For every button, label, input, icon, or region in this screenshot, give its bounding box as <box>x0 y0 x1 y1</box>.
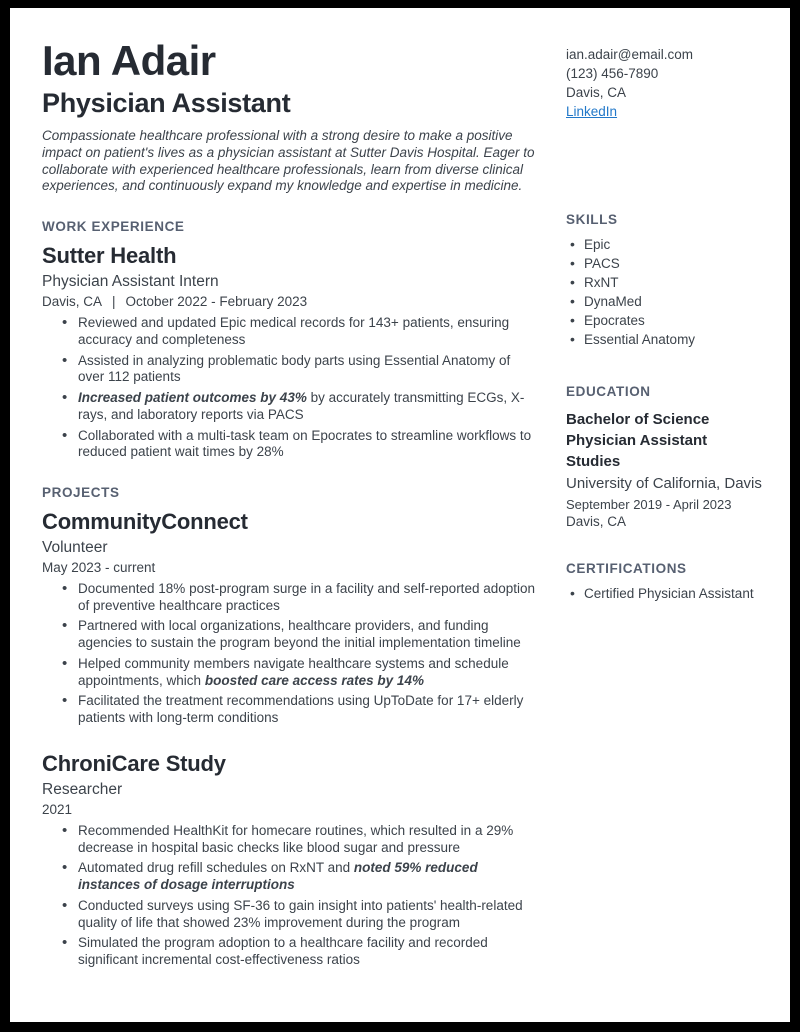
bullet-item: • Documented 18% post-program surge in a facility and self-reported adoption of preventive healthcare practices <box>62 581 540 614</box>
contact-block <box>566 32 764 122</box>
candidate-title: Physician Assistant <box>42 88 291 119</box>
education-dates: September 2019 - April 2023 <box>566 496 732 512</box>
bullet-item: • PACS <box>570 254 764 273</box>
bullet-item: • Assisted in analyzing problematic body parts using Essential Anatomy of over 112 patients <box>62 353 540 386</box>
bullet-item: • Conducted surveys using SF-36 to gain insight into patients' health-related quality of life that showed 23% improvement during the program <box>62 898 540 931</box>
resume-page <box>10 8 790 1022</box>
projects-heading: PROJECTS <box>42 485 120 500</box>
education-heading: EDUCATION <box>566 383 651 399</box>
job-dates: October 2022 - February 2023 <box>125 294 308 310</box>
bullet-item: • Helped community members navigate healthcare systems and schedule appointments, which boosted care access rates by 14% <box>62 656 540 689</box>
project-name: ChroniCare Study <box>42 750 226 776</box>
education-location: Davis, CA <box>566 513 627 529</box>
candidate-name: Ian Adair <box>42 37 216 84</box>
bullet-item: • Reviewed and updated Epic medical records for 143+ patients, ensuring accuracy and completeness <box>62 315 540 348</box>
bullet-item: • Collaborated with a multi-task team on Epocrates to streamline workflows to reduced patient wait times by 28% <box>62 428 540 461</box>
job-company: Sutter Health <box>42 243 177 269</box>
bullet-item: • Epic <box>570 235 764 254</box>
education-field: Physician Assistant Studies <box>566 431 708 470</box>
project-bullet-list <box>42 823 540 969</box>
bullet-item: • Partnered with local organizations, healthcare providers, and funding agencies to sustain the program beyond the initial implementation timeline <box>62 618 540 651</box>
project-role: Volunteer <box>42 539 108 556</box>
section-education <box>566 384 764 529</box>
education-school: University of California, Davis <box>566 474 762 492</box>
job-location: Davis, CA <box>42 294 103 310</box>
skills-heading: SKILLS <box>566 211 618 227</box>
bullet-item: • Essential Anatomy <box>570 330 764 349</box>
job-role: Physician Assistant Intern <box>42 273 219 291</box>
meta-separator: | <box>112 294 116 310</box>
project-entry <box>42 751 540 969</box>
bullet-item: • DynaMed <box>570 292 764 311</box>
layout-grid <box>42 32 764 973</box>
bullet-item: • Certified Physician Assistant <box>570 584 764 603</box>
main-column <box>42 32 540 973</box>
project-role: Researcher <box>42 780 123 798</box>
bullet-item: • Epocrates <box>570 311 764 330</box>
project-entry <box>42 509 540 727</box>
certifications-list <box>566 584 764 603</box>
summary-paragraph: Compassionate healthcare professional with a strong desire to make a positive impact on patient's lives as a physician assistant at Sutter Davis Hospital. Eager to collaborate with experienced healthcare professionals, learn from diverse clinical experiences, and continuously expand my knowledge and expertise in medicine. <box>42 128 535 194</box>
bullet-item: • Facilitated the treatment recommendations using UpToDate for 17+ elderly patients with long-term conditions <box>62 693 540 726</box>
project-dates: May 2023 - current <box>42 560 156 575</box>
contact-phone: (123) 456-7890 <box>566 66 659 82</box>
section-projects <box>42 485 540 969</box>
project-dates: 2021 <box>42 801 73 817</box>
project-name: CommunityConnect <box>42 509 248 534</box>
contact-location: Davis, CA <box>566 85 627 101</box>
certifications-heading: CERTIFICATIONS <box>566 560 687 576</box>
job-meta <box>42 294 540 309</box>
education-degree: Bachelor of Science <box>566 410 710 428</box>
linkedin-link[interactable]: LinkedIn <box>566 104 618 120</box>
contact-email: ian.adair@email.com <box>566 47 694 62</box>
bullet-item: • Recommended HealthKit for homecare routines, which resulted in a 29% decrease in hospital basic checks like blood sugar and pressure <box>62 823 540 856</box>
section-skills <box>566 212 764 350</box>
project-bullet-list <box>42 581 540 727</box>
bullet-item: • RxNT <box>570 273 764 292</box>
section-certifications <box>566 561 764 603</box>
bullet-item: • Increased patient outcomes by 43% by accurately transmitting ECGs, X-rays, and laboratory reports via PACS <box>62 390 540 423</box>
bullet-item: • Simulated the program adoption to a healthcare facility and recorded significant incremental cost-effectiveness ratios <box>62 935 540 968</box>
skills-list <box>566 235 764 350</box>
section-work-experience <box>42 219 540 461</box>
bullet-item: • Automated drug refill schedules on RxNT and noted 59% reduced instances of dosage interruptions <box>62 860 540 893</box>
work-experience-heading: WORK EXPERIENCE <box>42 219 185 235</box>
sidebar-column <box>566 32 764 973</box>
job-entry <box>42 243 540 461</box>
job-bullet-list <box>42 315 540 461</box>
